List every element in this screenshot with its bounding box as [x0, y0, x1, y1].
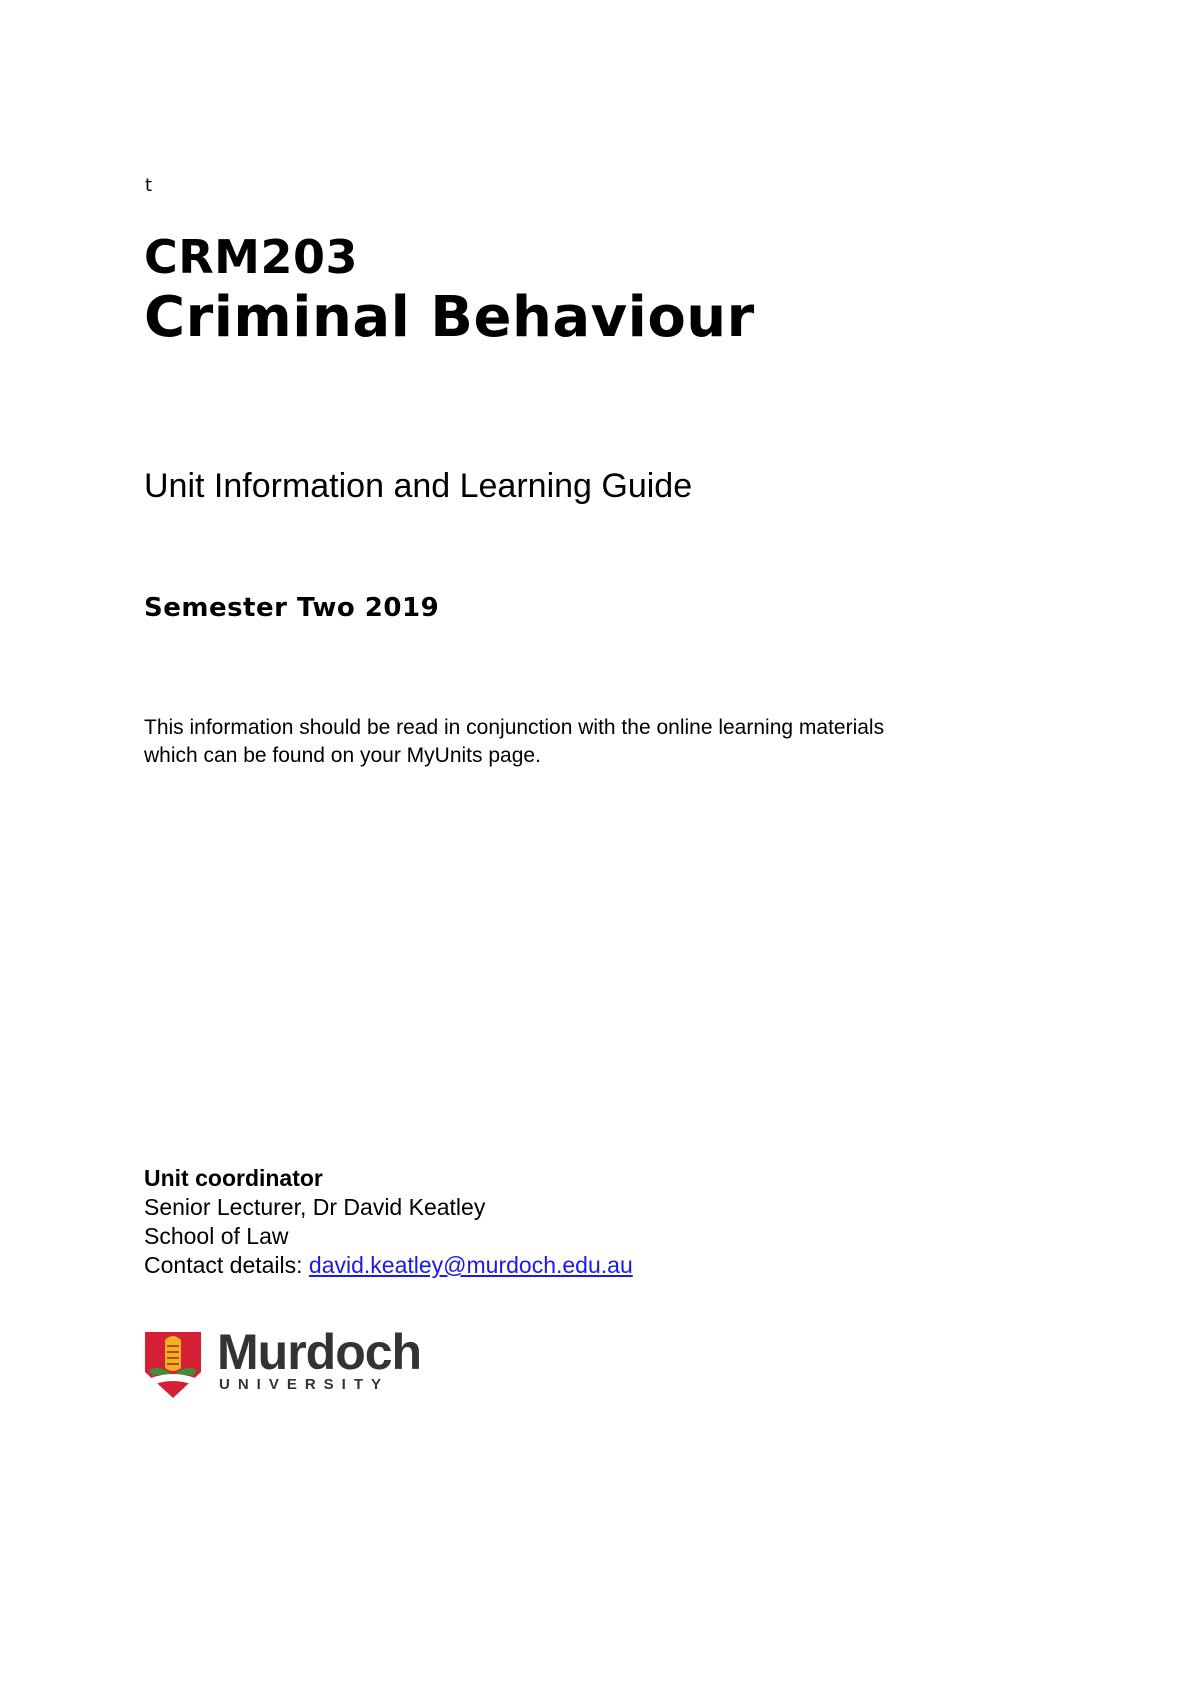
crest-gold-banksia	[165, 1336, 181, 1371]
info-line-2: which can be found on your MyUnits page.	[144, 744, 541, 767]
document-subtitle: Unit Information and Learning Guide	[144, 467, 693, 505]
coordinator-heading: Unit coordinator	[144, 1165, 323, 1191]
info-line-1: This information should be read in conjunction with the online learning materials	[144, 716, 885, 739]
coordinator-email-link[interactable]: david.keatley@murdoch.edu.au	[308, 1252, 633, 1278]
logo-subtitle: UNIVERSITY	[219, 1376, 390, 1393]
coordinator-school: School of Law	[144, 1223, 289, 1249]
murdoch-crest-icon	[143, 1330, 203, 1400]
semester-label: Semester Two 2019	[144, 593, 440, 623]
unit-code: CRM203	[144, 230, 358, 284]
contact-label: Contact details:	[144, 1252, 309, 1278]
unit-coordinator-block	[144, 1164, 633, 1280]
coordinator-name: Senior Lecturer, Dr David Keatley	[144, 1194, 486, 1220]
info-paragraph	[144, 714, 884, 770]
murdoch-university-logo	[143, 1324, 443, 1402]
stray-character: t	[145, 175, 153, 196]
logo-wordmark: Murdoch	[217, 1324, 422, 1380]
coordinator-contact	[144, 1251, 633, 1280]
unit-title: Criminal Behaviour	[144, 285, 755, 350]
